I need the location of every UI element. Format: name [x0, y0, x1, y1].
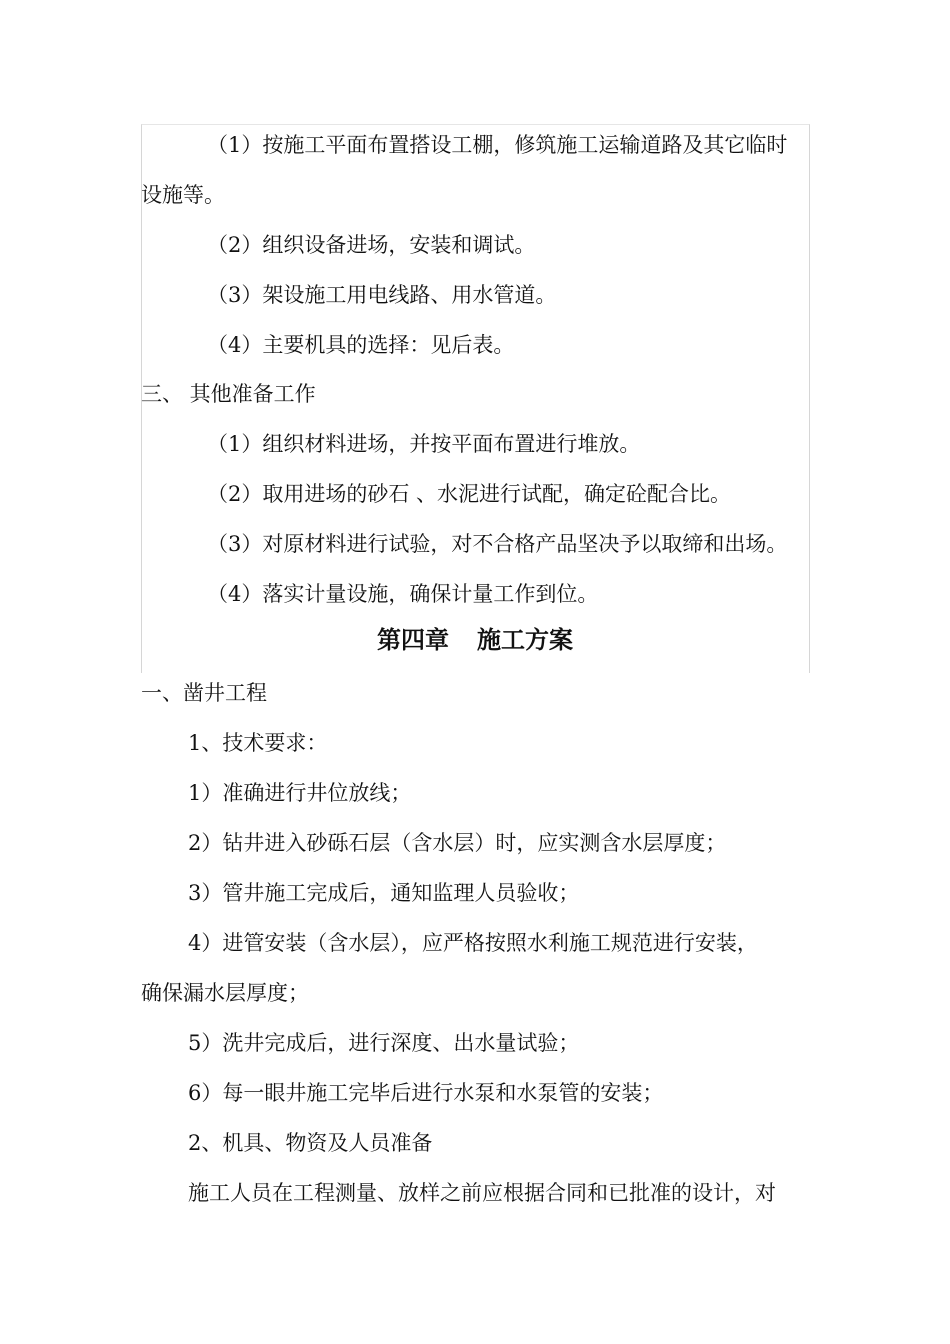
section-well-title: 一、凿井工程 — [141, 681, 267, 705]
other-item-2: （2）取用进场的砂石 、水泥进行试配，确定砼配合比。 — [207, 482, 732, 506]
requirement-4: 4）进管安装（含水层），应严格按照水利施工规范进行安装， — [188, 931, 758, 955]
chapter-number: 第四章 — [377, 625, 449, 654]
well-subtitle-tech: 1、技术要求： — [188, 731, 328, 755]
well-paragraph: 施工人员在工程测量、放样之前应根据合同和已批准的设计，对 — [188, 1181, 776, 1205]
requirement-1: 1）准确进行井位放线； — [188, 781, 412, 805]
prep-item-4: （4）主要机具的选择：见后表。 — [207, 333, 515, 357]
requirement-3: 3）管井施工完成后，通知监理人员验收； — [188, 881, 580, 905]
other-item-1: （1）组织材料进场，并按平面布置进行堆放。 — [207, 432, 641, 456]
requirement-2: 2）钻井进入砂砾石层（含水层）时，应实测含水层厚度； — [188, 831, 727, 855]
other-item-4: （4）落实计量设施，确保计量工作到位。 — [207, 582, 599, 606]
requirement-4-cont: 确保漏水层厚度； — [141, 981, 309, 1005]
chapter-title: 施工方案 — [477, 625, 573, 654]
prep-item-3: （3）架设施工用电线路、用水管道。 — [207, 283, 557, 307]
section-other-title: 三、 其他准备工作 — [141, 382, 316, 406]
requirement-6: 6）每一眼井施工完毕后进行水泵和水泵管的安装； — [188, 1081, 664, 1105]
other-item-3: （3）对原材料进行试验，对不合格产品坚决予以取缔和出场。 — [207, 532, 788, 556]
prep-item-1: （1）按施工平面布置搭设工棚，修筑施工运输道路及其它临时 — [207, 133, 788, 157]
chapter-heading — [0, 624, 950, 656]
well-subtitle-prep: 2、机具、物资及人员准备 — [188, 1131, 433, 1155]
prep-item-1-cont: 设施等。 — [141, 183, 225, 207]
prep-item-2: （2）组织设备进场，安装和调试。 — [207, 233, 536, 257]
requirement-5: 5）洗井完成后，进行深度、出水量试验； — [188, 1031, 580, 1055]
